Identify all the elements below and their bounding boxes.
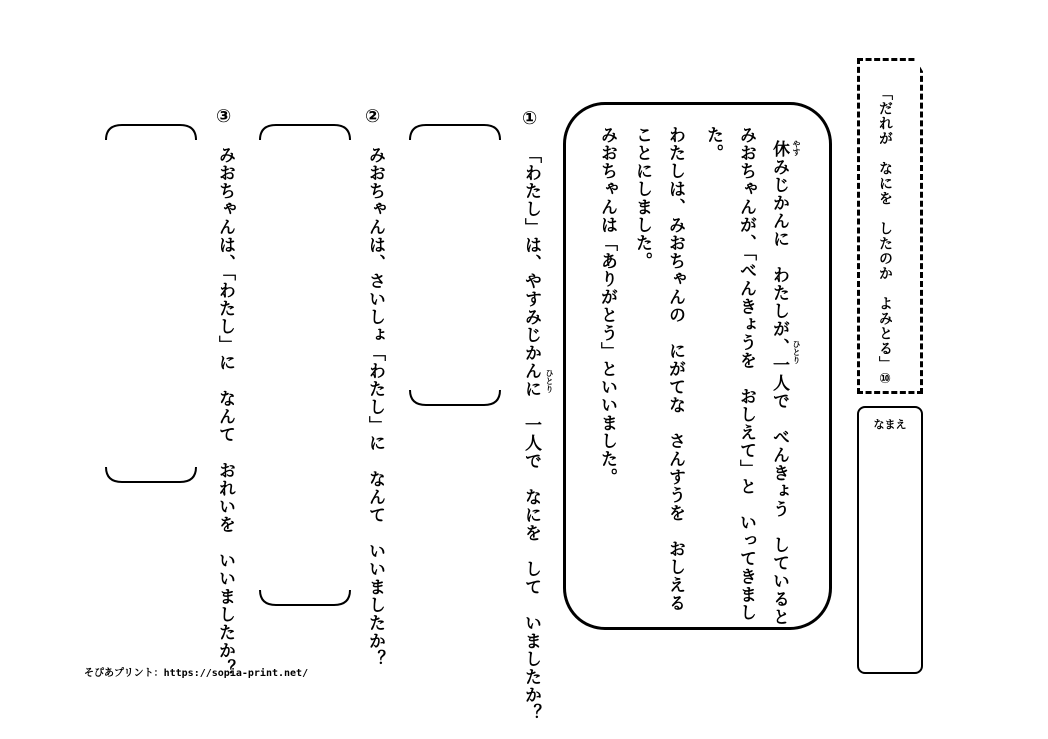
answer-bracket-3 <box>104 122 199 488</box>
story-line-2: みおちゃんが、「べんきょうを おしえて」と いってきまし <box>736 126 756 622</box>
question-2-text: みおちゃんは、さいしょ「わたし」に なんて いいましたか？ <box>365 146 385 668</box>
question-1-number: ① <box>522 108 538 129</box>
question-3-number: ③ <box>216 106 232 127</box>
answer-bracket-2 <box>258 122 353 612</box>
question-2-number: ② <box>365 106 381 127</box>
name-label: なまえ <box>873 418 907 431</box>
story-line-5: ことにしました。 <box>632 126 652 270</box>
story-line-1: 休みじかんに わたしが、一人で べんきょう していると <box>769 140 789 626</box>
footer-credit: そぴあプリント：https://sopia-print.net/ <box>84 668 309 679</box>
question-3-text: みおちゃんは、「わたし」に なんて おれいを いいましたか？ <box>215 146 235 678</box>
furigana-hitori-q1: ひとり <box>545 369 554 393</box>
furigana-hitori-story: ひとり <box>792 340 801 364</box>
worksheet-title: 「だれが なにを したのか よみとる」⑩ <box>877 86 893 388</box>
furigana-yasu: やす <box>792 140 801 156</box>
name-box <box>857 406 923 674</box>
story-line-6: みおちゃんは「ありがとう」といいました。 <box>597 126 617 486</box>
story-line-4: わたしは、みおちゃんの にがてな さんすうを おしえる <box>665 126 685 612</box>
story-line-3: た。 <box>703 126 723 162</box>
answer-bracket-1 <box>408 122 503 410</box>
question-1-text: 「わたし」は、やすみじかんに 一人で なにを して いましたか？ <box>521 146 541 722</box>
